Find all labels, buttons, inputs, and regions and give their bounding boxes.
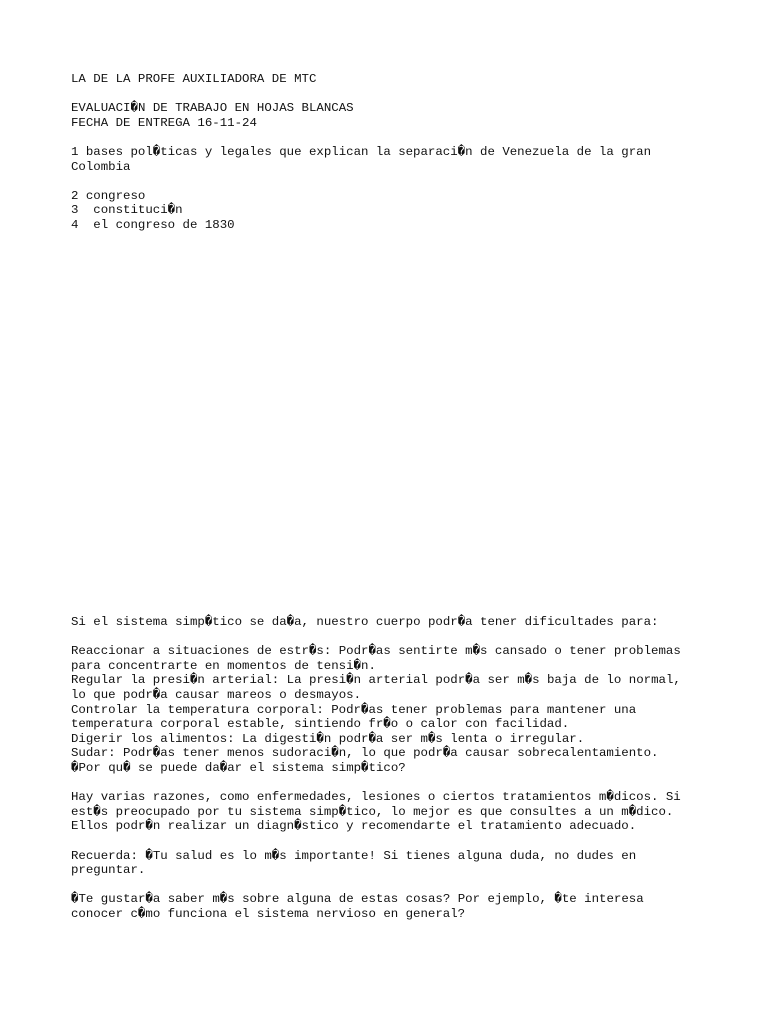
document-title: LA DE LA PROFE AUXILIADORA DE MTC — [71, 72, 317, 86]
blank-line — [71, 87, 711, 102]
reasons-line: Hay varias razones, como enfermedades, lesiones o ciertos tratamientos m�dicos. Si — [71, 790, 681, 805]
sympathetic-intro: Si el sistema simp�tico se da�a, nuestro cuerpo podr�a tener dificultades para: — [71, 615, 659, 629]
assignment-header-block — [71, 72, 711, 233]
effects-line: temperatura corporal estable, sintiendo fr�o o calor con facilidad. — [71, 717, 570, 732]
effects-line: Sudar: Podr�as tener menos sudoraci�n, lo que podr�a causar sobrecalentamiento. — [71, 746, 659, 761]
question-4: 4 el congreso de 1830 — [71, 217, 235, 232]
remember-line: preguntar. — [71, 863, 146, 878]
blank-line — [71, 174, 711, 189]
due-date-line: FECHA DE ENTREGA 16-11-24 — [71, 115, 257, 130]
effects-line: Digerir los alimentos: La digesti�n podr�a ser m�s lenta o irregular. — [71, 731, 585, 746]
effects-line: Controlar la temperatura corporal: Podr�as tener problemas para mantener una — [71, 702, 637, 717]
question-1-line-1: 1 bases pol�ticas y legales que explican la separaci�n de Venezuela de la gran — [71, 144, 652, 159]
sympathetic-system-block — [71, 615, 711, 921]
blank-line — [71, 130, 711, 145]
reasons-line: est�s preocupado por tu sistema simp�tico, lo mejor es que consultes a un m�dico. — [71, 804, 674, 819]
blank-line — [71, 630, 711, 645]
blank-line — [71, 878, 711, 893]
effects-question-line: �Por qu� se puede da�ar el sistema simp�tico? — [71, 760, 406, 775]
effects-line: lo que podr�a causar mareos o desmayos. — [71, 687, 362, 702]
closing-line: �Te gustar�a saber m�s sobre alguna de estas cosas? Por ejemplo, �te interesa — [71, 892, 644, 907]
effects-line: Reaccionar a situaciones de estr�s: Podr�as sentirte m�s cansado o tener problemas — [71, 644, 681, 659]
effects-line: para concentrarte en momentos de tensi�n. — [71, 658, 376, 673]
blank-line — [71, 834, 711, 849]
evaluation-line: EVALUACI�N DE TRABAJO EN HOJAS BLANCAS — [71, 101, 354, 116]
question-2: 2 congreso — [71, 188, 146, 203]
question-1-line-2: Colombia — [71, 159, 131, 174]
reasons-line: Ellos podr�n realizar un diagn�stico y recomendarte el tratamiento adecuado. — [71, 819, 637, 834]
blank-line — [71, 776, 711, 791]
remember-line: Recuerda: �Tu salud es lo m�s importante! Si tienes alguna duda, no dudes en — [71, 848, 637, 863]
effects-line: Regular la presi�n arterial: La presi�n arterial podr�a ser m�s baja de lo normal, — [71, 673, 681, 688]
closing-line: conocer c�mo funciona el sistema nervioso en general? — [71, 906, 466, 921]
question-3: 3 constituci�n — [71, 203, 183, 218]
